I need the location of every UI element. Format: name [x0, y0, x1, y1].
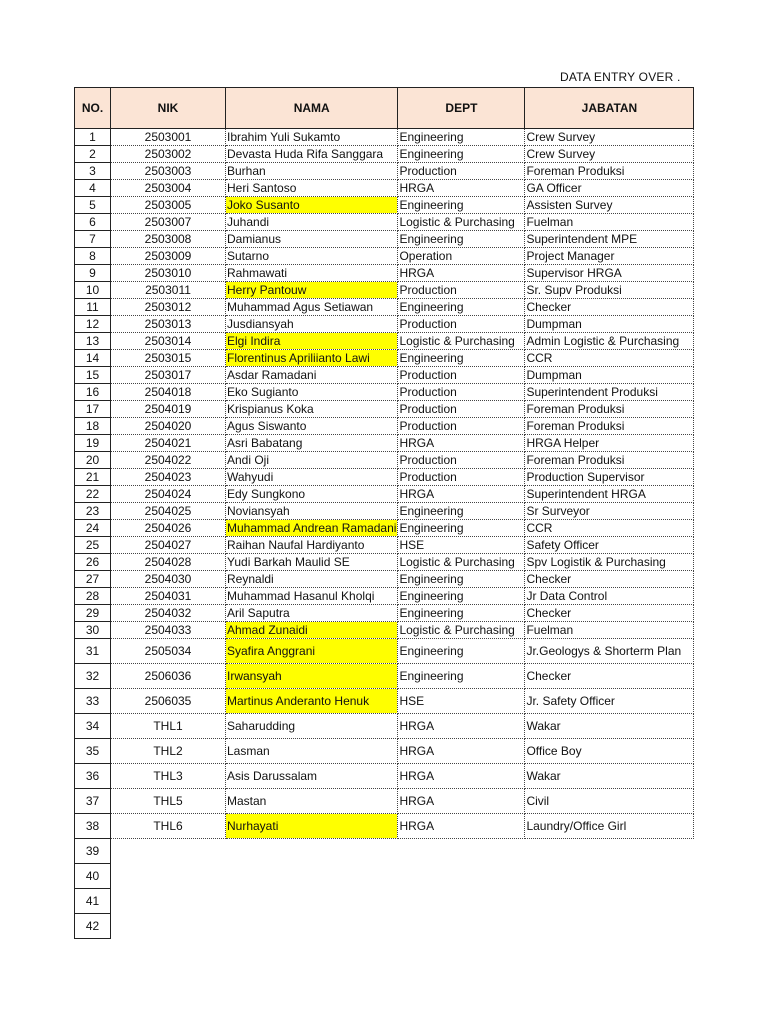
- row-no: 23: [75, 503, 111, 520]
- row-no: 18: [75, 418, 111, 435]
- row-no: 11: [75, 299, 111, 316]
- row-dept: Engineering: [398, 350, 525, 367]
- row-nik: 2503001: [111, 129, 226, 146]
- table-row: [75, 664, 694, 689]
- row-dept: HRGA: [398, 180, 525, 197]
- row-jabatan: Spv Logistik & Purchasing: [525, 554, 694, 571]
- row-nik: 2504025: [111, 503, 226, 520]
- table-row: [75, 639, 694, 664]
- row-nik: 2504028: [111, 554, 226, 571]
- row-jabatan: Foreman Produksi: [525, 452, 694, 469]
- row-nama: Krispianus Koka: [226, 401, 398, 418]
- row-nik: 2506035: [111, 689, 226, 714]
- empty-row: [75, 914, 694, 939]
- table-row: [75, 789, 694, 814]
- row-no: 35: [75, 739, 111, 764]
- row-no: 26: [75, 554, 111, 571]
- row-no: 24: [75, 520, 111, 537]
- row-nama: Herry Pantouw: [226, 282, 398, 299]
- row-nama: Syafira Anggrani: [226, 639, 398, 664]
- row-jabatan: Dumpman: [525, 367, 694, 384]
- row-no: 2: [75, 146, 111, 163]
- row-nama: Agus Siswanto: [226, 418, 398, 435]
- row-dept: Production: [398, 469, 525, 486]
- row-jabatan: Office Boy: [525, 739, 694, 764]
- table-row: [75, 814, 694, 839]
- header-jabatan: JABATAN: [525, 88, 694, 129]
- row-dept: Production: [398, 384, 525, 401]
- row-no: 6: [75, 214, 111, 231]
- row-dept: HRGA: [398, 739, 525, 764]
- row-no: 10: [75, 282, 111, 299]
- row-nama: Damianus: [226, 231, 398, 248]
- row-no: 13: [75, 333, 111, 350]
- empty-row: [75, 864, 694, 889]
- row-dept: HRGA: [398, 789, 525, 814]
- row-no: 17: [75, 401, 111, 418]
- row-jabatan: Foreman Produksi: [525, 401, 694, 418]
- table-header-row: [75, 88, 694, 129]
- table-row: [75, 299, 694, 316]
- row-nama: Eko Sugianto: [226, 384, 398, 401]
- row-jabatan: Checker: [525, 299, 694, 316]
- row-nik: THL2: [111, 739, 226, 764]
- row-nama: Edy Sungkono: [226, 486, 398, 503]
- row-nik: 2504027: [111, 537, 226, 554]
- row-no: 40: [75, 864, 111, 889]
- row-nik: 2503010: [111, 265, 226, 282]
- row-jabatan: CCR: [525, 520, 694, 537]
- table-row: [75, 503, 694, 520]
- row-jabatan: Crew Survey: [525, 129, 694, 146]
- table-row: [75, 435, 694, 452]
- row-nik: 2504030: [111, 571, 226, 588]
- row-dept: Engineering: [398, 129, 525, 146]
- row-no: 3: [75, 163, 111, 180]
- row-dept: Operation: [398, 248, 525, 265]
- header-nik: NIK: [111, 88, 226, 129]
- row-jabatan: Admin Logistic & Purchasing: [525, 333, 694, 350]
- header-dept: DEPT: [398, 88, 525, 129]
- table-row: [75, 605, 694, 622]
- row-dept: HRGA: [398, 764, 525, 789]
- row-nama: Ahmad Zunaidi: [226, 622, 398, 639]
- row-nama: Yudi Barkah Maulid SE: [226, 554, 398, 571]
- row-no: 19: [75, 435, 111, 452]
- table-row: [75, 214, 694, 231]
- row-dept: Production: [398, 163, 525, 180]
- row-dept: HRGA: [398, 486, 525, 503]
- row-jabatan: Production Supervisor: [525, 469, 694, 486]
- row-jabatan: Checker: [525, 664, 694, 689]
- empty-cell: [111, 914, 694, 939]
- row-no: 37: [75, 789, 111, 814]
- row-no: 7: [75, 231, 111, 248]
- row-no: 41: [75, 889, 111, 914]
- row-dept: Engineering: [398, 605, 525, 622]
- row-no: 33: [75, 689, 111, 714]
- row-nik: 2504033: [111, 622, 226, 639]
- row-no: 27: [75, 571, 111, 588]
- row-no: 36: [75, 764, 111, 789]
- row-jabatan: Project Manager: [525, 248, 694, 265]
- row-nik: THL5: [111, 789, 226, 814]
- table-row: [75, 622, 694, 639]
- row-nama: Devasta Huda Rifa Sanggara: [226, 146, 398, 163]
- row-no: 28: [75, 588, 111, 605]
- table-row: [75, 248, 694, 265]
- row-nama: Nurhayati: [226, 814, 398, 839]
- row-nik: 2503012: [111, 299, 226, 316]
- row-jabatan: Assisten Survey: [525, 197, 694, 214]
- row-dept: Engineering: [398, 299, 525, 316]
- row-dept: HRGA: [398, 265, 525, 282]
- row-jabatan: Supervisor HRGA: [525, 265, 694, 282]
- row-nama: Irwansyah: [226, 664, 398, 689]
- row-jabatan: Dumpman: [525, 316, 694, 333]
- row-jabatan: CCR: [525, 350, 694, 367]
- row-dept: Logistic & Purchasing: [398, 554, 525, 571]
- row-jabatan: Superintendent MPE: [525, 231, 694, 248]
- row-nik: 2504020: [111, 418, 226, 435]
- row-nik: 2503013: [111, 316, 226, 333]
- row-jabatan: Jr.Geologys & Shorterm Plan: [525, 639, 694, 664]
- row-no: 20: [75, 452, 111, 469]
- row-nama: Sutarno: [226, 248, 398, 265]
- row-nik: 2504032: [111, 605, 226, 622]
- row-dept: HSE: [398, 537, 525, 554]
- row-dept: Production: [398, 282, 525, 299]
- table-row: [75, 486, 694, 503]
- row-nama: Muhammad Hasanul Kholqi: [226, 588, 398, 605]
- row-nik: THL3: [111, 764, 226, 789]
- row-nik: 2503007: [111, 214, 226, 231]
- table-row: [75, 367, 694, 384]
- row-dept: Production: [398, 401, 525, 418]
- row-nama: Asdar Ramadani: [226, 367, 398, 384]
- table-row: [75, 146, 694, 163]
- row-dept: Engineering: [398, 231, 525, 248]
- row-nik: 2504031: [111, 588, 226, 605]
- table-row: [75, 333, 694, 350]
- table-row: [75, 469, 694, 486]
- row-dept: HRGA: [398, 435, 525, 452]
- row-dept: Engineering: [398, 639, 525, 664]
- row-nama: Florentinus Apriliianto Lawi: [226, 350, 398, 367]
- row-nik: 2504019: [111, 401, 226, 418]
- row-nik: 2503004: [111, 180, 226, 197]
- row-nik: 2504021: [111, 435, 226, 452]
- row-nama: Burhan: [226, 163, 398, 180]
- empty-cell: [111, 889, 694, 914]
- row-no: 31: [75, 639, 111, 664]
- empty-row: [75, 839, 694, 864]
- row-nama: Noviansyah: [226, 503, 398, 520]
- row-nik: 2503008: [111, 231, 226, 248]
- table-row: [75, 571, 694, 588]
- table-body: [75, 129, 694, 939]
- row-jabatan: Superintendent Produksi: [525, 384, 694, 401]
- row-nama: Elgi Indira: [226, 333, 398, 350]
- row-jabatan: Foreman Produksi: [525, 418, 694, 435]
- row-dept: Engineering: [398, 146, 525, 163]
- table-row: [75, 129, 694, 146]
- row-nik: 2504023: [111, 469, 226, 486]
- row-nama: Raihan Naufal Hardiyanto: [226, 537, 398, 554]
- empty-row: [75, 889, 694, 914]
- employee-table: [74, 87, 694, 939]
- row-nik: 2503017: [111, 367, 226, 384]
- row-dept: Production: [398, 452, 525, 469]
- row-dept: Engineering: [398, 571, 525, 588]
- table-row: [75, 180, 694, 197]
- row-dept: Engineering: [398, 588, 525, 605]
- row-no: 1: [75, 129, 111, 146]
- row-dept: Engineering: [398, 197, 525, 214]
- table-row: [75, 452, 694, 469]
- empty-cell: [111, 864, 694, 889]
- row-nik: 2503011: [111, 282, 226, 299]
- table-row: [75, 265, 694, 282]
- row-nama: Asis Darussalam: [226, 764, 398, 789]
- row-jabatan: GA Officer: [525, 180, 694, 197]
- row-nama: Lasman: [226, 739, 398, 764]
- table-row: [75, 316, 694, 333]
- row-jabatan: Fuelman: [525, 214, 694, 231]
- row-nik: 2503005: [111, 197, 226, 214]
- row-nama: Asri Babatang: [226, 435, 398, 452]
- table-row: [75, 282, 694, 299]
- row-jabatan: Superintendent HRGA: [525, 486, 694, 503]
- row-nik: 2504026: [111, 520, 226, 537]
- row-no: 39: [75, 839, 111, 864]
- row-nik: 2504022: [111, 452, 226, 469]
- row-jabatan: Fuelman: [525, 622, 694, 639]
- row-nik: 2504024: [111, 486, 226, 503]
- row-no: 22: [75, 486, 111, 503]
- row-nik: THL6: [111, 814, 226, 839]
- row-nama: Aril Saputra: [226, 605, 398, 622]
- row-jabatan: Checker: [525, 571, 694, 588]
- document-title: DATA ENTRY OVER .: [560, 70, 681, 84]
- table-row: [75, 350, 694, 367]
- row-dept: Engineering: [398, 503, 525, 520]
- row-dept: Logistic & Purchasing: [398, 214, 525, 231]
- row-nama: Heri Santoso: [226, 180, 398, 197]
- row-no: 21: [75, 469, 111, 486]
- row-jabatan: Laundry/Office Girl: [525, 814, 694, 839]
- row-nik: 2506036: [111, 664, 226, 689]
- table-row: [75, 231, 694, 248]
- row-nik: 2504018: [111, 384, 226, 401]
- row-dept: HRGA: [398, 714, 525, 739]
- row-jabatan: Wakar: [525, 764, 694, 789]
- row-nama: Andi Oji: [226, 452, 398, 469]
- row-dept: Production: [398, 316, 525, 333]
- row-jabatan: Checker: [525, 605, 694, 622]
- row-nik: 2503015: [111, 350, 226, 367]
- row-dept: HRGA: [398, 814, 525, 839]
- table-row: [75, 739, 694, 764]
- row-nama: Muhammad Agus Setiawan: [226, 299, 398, 316]
- row-nik: 2503014: [111, 333, 226, 350]
- row-nama: Muhammad Andrean Ramadani: [227, 521, 397, 535]
- row-no: 30: [75, 622, 111, 639]
- row-nama: Jusdiansyah: [226, 316, 398, 333]
- row-nik: 2503003: [111, 163, 226, 180]
- row-jabatan: Jr. Safety Officer: [525, 689, 694, 714]
- row-no: 15: [75, 367, 111, 384]
- row-nik: 2503009: [111, 248, 226, 265]
- row-dept: Logistic & Purchasing: [398, 622, 525, 639]
- header-no: NO.: [75, 88, 111, 129]
- row-no: 32: [75, 664, 111, 689]
- row-jabatan: Safety Officer: [525, 537, 694, 554]
- table-row: [75, 384, 694, 401]
- row-nik: THL1: [111, 714, 226, 739]
- table-row: [75, 764, 694, 789]
- table-row: [75, 418, 694, 435]
- table-row: [75, 689, 694, 714]
- row-no: 16: [75, 384, 111, 401]
- row-jabatan: Foreman Produksi: [525, 163, 694, 180]
- row-nama: Saharudding: [226, 714, 398, 739]
- row-jabatan: HRGA Helper: [525, 435, 694, 452]
- table-row: [75, 588, 694, 605]
- row-dept: HSE: [398, 689, 525, 714]
- table-row: [75, 537, 694, 554]
- table-row: [75, 197, 694, 214]
- row-no: 25: [75, 537, 111, 554]
- row-nama: Juhandi: [226, 214, 398, 231]
- row-jabatan: Wakar: [525, 714, 694, 739]
- row-jabatan: Civil: [525, 789, 694, 814]
- row-nama: Reynaldi: [226, 571, 398, 588]
- row-nik: 2503002: [111, 146, 226, 163]
- table-row: [75, 714, 694, 739]
- row-nama: Ibrahim Yuli Sukamto: [226, 129, 398, 146]
- row-no: 9: [75, 265, 111, 282]
- row-nik: 2505034: [111, 639, 226, 664]
- row-jabatan: Sr. Supv Produksi: [525, 282, 694, 299]
- row-no: 8: [75, 248, 111, 265]
- row-no: 38: [75, 814, 111, 839]
- table-row: [75, 520, 694, 537]
- row-nama: Mastan: [226, 789, 398, 814]
- row-no: 42: [75, 914, 111, 939]
- row-dept: Production: [398, 418, 525, 435]
- row-jabatan: Jr Data Control: [525, 588, 694, 605]
- row-dept: Engineering: [398, 520, 525, 537]
- row-jabatan: Crew Survey: [525, 146, 694, 163]
- row-nama: Wahyudi: [226, 469, 398, 486]
- table-row: [75, 554, 694, 571]
- row-jabatan: Sr Surveyor: [525, 503, 694, 520]
- row-no: 12: [75, 316, 111, 333]
- row-nama: Joko Susanto: [226, 197, 398, 214]
- row-no: 14: [75, 350, 111, 367]
- row-no: 5: [75, 197, 111, 214]
- row-nama: Martinus Anderanto Henuk: [226, 689, 398, 714]
- table-row: [75, 401, 694, 418]
- row-no: 4: [75, 180, 111, 197]
- row-nama: Rahmawati: [226, 265, 398, 282]
- row-dept: Engineering: [398, 664, 525, 689]
- row-no: 29: [75, 605, 111, 622]
- table-row: [75, 163, 694, 180]
- header-nama: NAMA: [226, 88, 398, 129]
- row-no: 34: [75, 714, 111, 739]
- row-dept: Production: [398, 367, 525, 384]
- row-dept: Logistic & Purchasing: [398, 333, 525, 350]
- empty-cell: [111, 839, 694, 864]
